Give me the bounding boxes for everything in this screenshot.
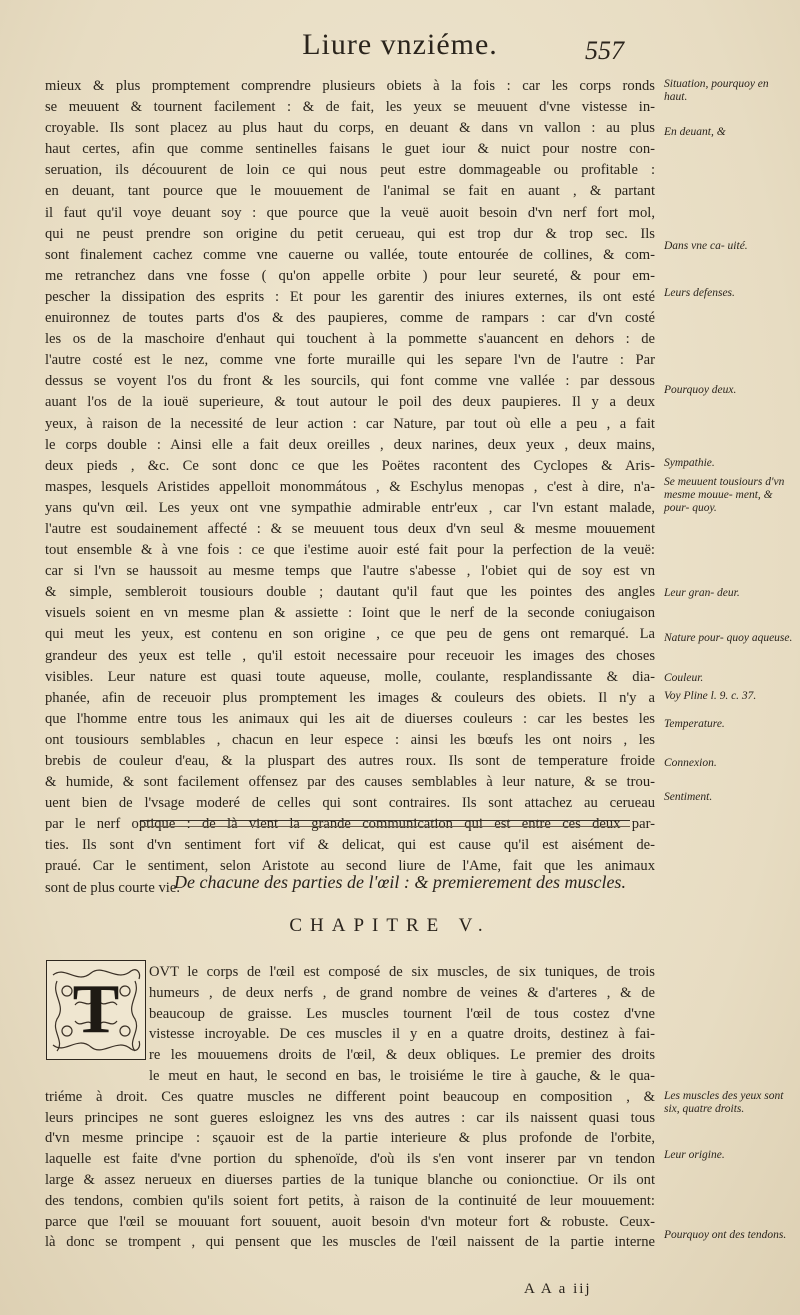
text-line: visuels soient en vn mesme plan & assiette : Ioint que le nerf de la seconde coniugaison (45, 605, 655, 622)
signature-mark: A A a iij (524, 1281, 592, 1297)
text-line: qui meut les yeux, est contenu en son origine , ce que peu de gens ont remarqué. La (45, 626, 655, 643)
text-line: ties. Ils sont d'vn sentiment fort vif & delicat, qui est cause qu'il est aisément de- (45, 837, 655, 854)
margin-note: Sympathie. (664, 457, 715, 469)
text-line: enuironnez de toutes parts d'os & des paupieres, comme de rampars : car d'vn costé (45, 310, 655, 327)
text-line: des tendons, combien qu'ils soient fort petits, à raison de la continuité de leur mouuement: (45, 1192, 655, 1209)
text-line: OVT le corps de l'œil est composé de six muscles, de six tuniques, de trois (149, 964, 655, 980)
text-line: leurs principes ne sont gueres esloignez les vns des autres : car ils naissent quasi tous (45, 1109, 655, 1126)
text-line: d'vn mesme principe : sçauoir est de la partie interieure & plus profonde de l'orbite, (45, 1130, 655, 1147)
margin-note: En deuant, & (664, 126, 726, 138)
margin-note: Les muscles des yeux sont six, quatre droits. (664, 1090, 784, 1115)
drop-cap-letter: T (72, 971, 120, 1048)
text-line: sont finalement cachez comme vne cauerne ou vallée, toute entourée de collines, & com- (45, 246, 655, 263)
text-line: là donc se trompent , qui pensent que les muscles de l'œil naissent de la partie interne (45, 1234, 655, 1251)
margin-note: Situation, pourquoy en haut. (664, 78, 769, 103)
running-head: Liure vnziéme. (302, 28, 498, 61)
text-line: le corps double : Ainsi elle a fait deux oreilles , deux narines, deux yeux , deux mains, (45, 436, 655, 453)
text-line: parce que l'œil se mouuant fort souuent, auoit besoin d'vn moteur fort & robuste. Ceux- (45, 1213, 655, 1230)
text-line: large & assez nerueux en diuerses parties de la tunique blanche ou conionctiue. Or ils ont (45, 1171, 655, 1188)
text-line: par le nerf optique : de là vient la grande communication qui est entre ces deux par- (45, 816, 655, 833)
text-line: tout ensemble & à vne fois : ce que i'estime auoir esté fait pour la perfection de la veuë: (45, 542, 655, 559)
text-line: l'autre est soudainement affecté : & se meuuent tous deux d'vn seul & mesme mouuement (45, 520, 655, 537)
text-line: & simple, sembleroit tousiours double ; dautant qu'il faut que les pointes des angles (45, 584, 655, 601)
margin-note: Connexion. (664, 757, 717, 769)
text-line: se meuuent & tournent facilement : & de fait, les yeux se meuuent d'vne vistesse in- (45, 99, 655, 116)
text-line: laquelle est faite d'vne portion du sphenoïde, d'où ils s'en vont inserer par vn tendon (45, 1151, 655, 1168)
section-rule (140, 820, 630, 821)
text-line: mieux & plus promptement comprendre plusieurs obiets à la fois : car les corps ronds (45, 78, 655, 94)
text-line: croyable. Ils sont placez au plus haut du corps, en deuant & dans vn vallon : au plus (45, 120, 655, 137)
text-line: triéme à droit. Ces quatre muscles ne different point beaucoup en composition , & (45, 1088, 655, 1105)
margin-note: Pourquoy deux. (664, 384, 737, 396)
margin-note: Sentiment. (664, 791, 713, 803)
margin-note: Voy Pline l. 9. c. 37. (664, 690, 757, 702)
main-text-block (45, 76, 655, 899)
margin-note: Dans vne ca- uité. (664, 240, 748, 252)
text-line: deux pieds , &c. Ce sont donc ce que les Poëtes racontent des Cyclopes & Aris- (45, 457, 655, 474)
text-line: seruation, ils découurent de loin ce qui nous peut estre dommageable ou profitable : (45, 162, 655, 179)
text-line: brebis de couleur d'eau, & la pluspart des autres roux. Ils sont de temperature froide (45, 753, 655, 769)
text-line: les os de la maschoire d'enhaut qui touchent à la pommette s'auancent en dehors : de (45, 331, 655, 348)
text-line: yans qu'vn œil. Les yeux ont vne sympathie admirable entr'eux , car l'vn estant malade, (45, 499, 655, 516)
text-line: & humide, & sont facilement offensez par des causes semblables à leur nature, & se trou- (45, 774, 655, 791)
chapter-text-block (45, 962, 655, 1253)
margin-note: Temperature. (664, 718, 725, 730)
text-line: me retranchez dans vne fosse ( qu'on appelle orbite ) pour leur seureté, & pour em- (45, 267, 655, 284)
section-title: De chacune des parties de l'œil : & premierement des muscles. (174, 872, 626, 892)
text-line: auant l'os de la iouë superieure, & tout autour le poil des deux paupieres. Il y a deux (45, 394, 655, 411)
margin-note: Couleur. (664, 672, 704, 684)
text-line: praué. Car le sentiment, selon Aristote au second liure de l'Ame, fait que les animaux (45, 858, 655, 875)
text-line: beaucoup de graisse. Les muscles tournent l'œil de tous costez d'vne (149, 1005, 655, 1022)
text-line: vistesse incroyable. De ces muscles il y en a quatre droits, destinez à fai- (149, 1026, 655, 1043)
text-line: yeux, à raison de la necessité de leur action : car Nature, par tout où elle a peu , a fait (45, 415, 655, 432)
margin-note: Nature pour- quoy aqueuse. (664, 632, 793, 644)
chapter-title: CHAPITRE V. (289, 915, 491, 936)
text-line: visibles. Leur nature est quasi toute aqueuse, molle, coulante, resplandissante & dia- (45, 668, 655, 685)
text-line: dessus se voyent l'os du front & les sourcils, qui font comme vne vallée : par dessous (45, 373, 655, 390)
page-number: 557 (585, 36, 624, 65)
text-line: il faut qu'il voye deuant soy : que pource que la veuë auoit besoin d'vn nerf fort mol, (45, 204, 655, 221)
text-line: sont de plus courte vie. (45, 879, 180, 896)
text-line: le meut en haut, le second en bas, le troisiéme le tire à gauche, & le qua- (149, 1067, 655, 1084)
text-line: car si l'vn se haussoit au mesme temps que l'autre s'abesse , l'obiet qui de soy est vn (45, 563, 655, 580)
margin-note: Pourquoy ont des tendons. (664, 1229, 787, 1241)
text-line: humeurs , de deux nerfs , de grand nombre de veines & d'arteres , & de (149, 984, 655, 1001)
text-line: pescher la dissipation des esprits : Et pour les garentir des iniures externes, ils ont esté (45, 288, 655, 305)
text-line: qui ne peust prendre son origine du petit cerueau, qui est trop dur & trop sec. Ils (45, 225, 655, 242)
margin-note: Se meuuent tousiours d'vn mesme mouue- ment, & pour- quoy. (664, 476, 785, 514)
text-line: grandeur des yeux est telle , qu'il estoit necessaire pour receuoir les images des choses (45, 647, 655, 664)
text-line: en deuant, tant pource que le mouuement de l'animal se fait en auant , & partant (45, 183, 655, 200)
section-rule (140, 826, 630, 827)
margin-note: Leurs defenses. (664, 287, 735, 299)
text-line: maspes, lesquels Aristides appelloit monommátous , & Eschylus menopas , c'est à dire, n'a- (45, 478, 655, 495)
text-line: l'autre costé est le nez, comme vne forte muraille qui les separe l'vn de l'autre : Par (45, 352, 655, 369)
text-line: uent bien de l'vsage moderé de celles qui sont contraires. Ils sont attachez au cerueau (45, 795, 655, 812)
text-line: ont tousiours semblables , chacun en leur espece : ainsi les bœufs les ont noirs , les (45, 731, 655, 748)
text-line: re les mouuemens droits de l'œil, & deux obliques. Le premier des droits (149, 1047, 655, 1064)
text-line: phanée, afin de receuoir plus promptement les images & couleurs des obiets. Il n'y a (45, 689, 655, 706)
margin-note: Leur gran- deur. (664, 587, 740, 599)
margin-note: Leur origine. (664, 1149, 725, 1161)
text-line: que l'homme entre tous les animaux qui les ait de diuerses couleurs : car les bestes les (45, 710, 655, 727)
text-line: haut certes, afin que comme sentinelles faisans le guet iour & nuict pour nostre con- (45, 141, 655, 158)
